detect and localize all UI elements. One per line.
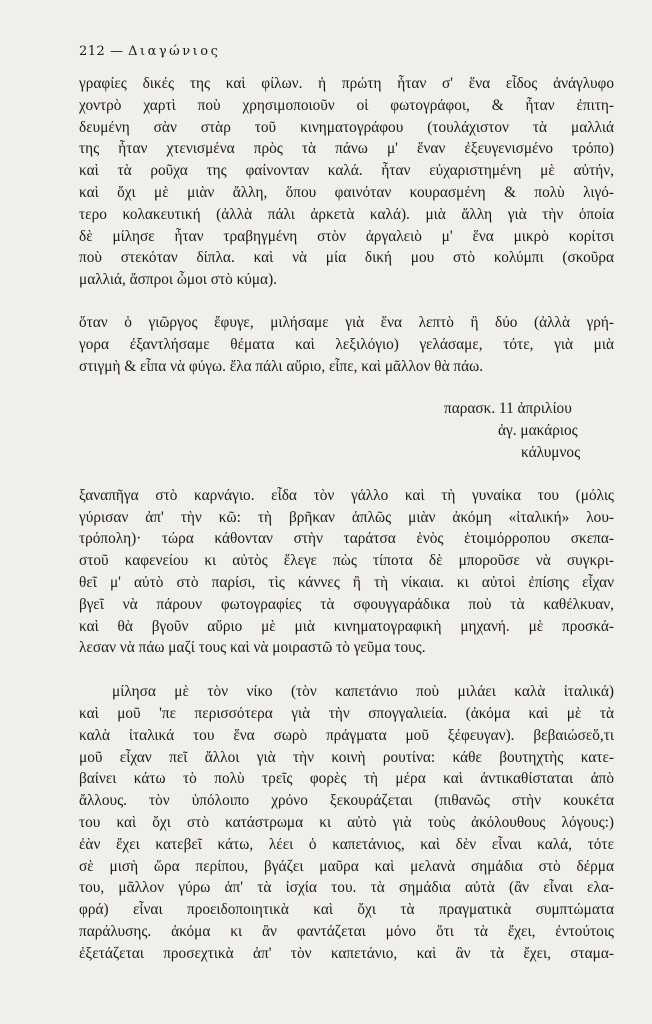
text-line: καὶ μοῦ 'πε περισσότερα γιὰ τὴν σπογγαλιεία. (ἀκόμα καὶ μὲ τὰ xyxy=(79,704,614,722)
text-line: μαλλιά, ἄσπροι ὦμοι στὸ κύμα). xyxy=(79,271,277,289)
signature-place: κάλυμνος xyxy=(521,443,581,461)
signature-saint: ἁγ. μακάριος xyxy=(498,422,578,440)
text-line: θεῖ μ' αὐτὸ στὸ παρίσι, τὶς κάννες ἢ τὴ νίκαια. κι αὐτοὶ ἐπίσης εἶχαν xyxy=(79,573,614,591)
text-line: δευμένη σὰν στὰρ τοῦ κινηματογράφου (τουλάχιστον τὰ μαλλιά xyxy=(79,118,614,136)
running-head xyxy=(79,44,220,59)
text-line: ἐὰν ἔχει κατεβεῖ κάτω, λέει ὁ καπετάνιος, καὶ δὲν εἶναι καλά, τότε xyxy=(79,835,614,853)
paragraph-spacer xyxy=(79,464,614,485)
text-line: καλὰ ἰταλικά του ἕνα σωρὸ πράγματα μοῦ ξέφευγαν). βεβαιώσεὅ,τι xyxy=(79,726,614,744)
text-line: στιγμὴ & εἶπα νὰ φύγω. ἔλα πάλι αὔριο, εἶπε, καὶ μᾶλλον θὰ πάω. xyxy=(79,357,484,375)
text-line: στοῦ καφενείου κι αὐτὸς ἔλεγε πὼς τίποτα δὲ μποροῦσε νὰ συγκρι- xyxy=(79,552,614,570)
paragraph-spacer xyxy=(79,659,614,681)
paragraph-spacer xyxy=(79,291,614,312)
text-line: ὅταν ὁ γιῶργος ἔφυγε, μιλήσαμε γιὰ ἕνα λεπτὸ ἢ δύο (ἀλλὰ γρή- xyxy=(79,313,614,331)
text-line: γραφίες δικές της καὶ φίλων. ἡ πρώτη ἦταν σ' ἕνα εἶδος ἀνάγλυφο xyxy=(79,75,614,92)
text-line: της ἦταν χτενισμένα πρὸς τὰ πάνω μ' ἕναν ἐξευγενισμένο τρόπο) xyxy=(79,140,614,158)
text-line: μοῦ εἶχαν πεῖ ἄλλοι γιὰ τὴν κοινὴ ρουτίνα: κάθε βουτηχτὴς κατε- xyxy=(79,748,614,766)
paragraph-1 xyxy=(79,73,614,291)
text-line: βαίνει κάτω τὸ πολὺ τρεῖς φορὲς τὴ μέρα καὶ ἀντικαθίσταται ἀπὸ xyxy=(79,770,614,788)
text-line: τερο κολακευτική (ἀλλὰ πάλι ἀρκετὰ καλά). μιὰ ἄλλη γιὰ τὴν ὁποία xyxy=(79,205,614,223)
text-line: βγεῖ νὰ πάρουν φωτογραφίες τὰ σφουγγαράδικα ποὺ τὰ καθέλκυαν, xyxy=(79,595,614,613)
date-place-signature xyxy=(79,398,614,463)
paragraph-2 xyxy=(79,312,614,377)
text-line: γορα ἐξαντλήσαμε θέματα καὶ λεξιλόγιο) γελάσαμε, τότε, γιὰ μιὰ xyxy=(79,335,614,353)
paragraph-3 xyxy=(79,485,614,659)
text-line: σὲ μισὴ ὥρα περίπου, βγάζει μαῦρα καὶ μελανὰ σημάδια στὸ δέρμα xyxy=(79,857,614,875)
text-line: ποὺ στεκόταν δίπλα. καὶ νὰ μία δική μου στὸ κολύμπι (σκοῦρα xyxy=(79,249,614,267)
body-text xyxy=(79,73,614,964)
text-line: τρόπολη)· τώρα κάθονταν στὴν ταράτσα ἑνὸς ἑτοιμόρροπου σκεπα- xyxy=(79,530,614,548)
text-line: καὶ θὰ βγοῦν αὔριο μὲ μιὰ κινηματογραφικὴ μηχανή. μὲ προσκά- xyxy=(79,617,614,635)
text-line: γύρισαν ἀπ' τὴν κῶ: τὴ βρῆκαν ἁπλῶς μιὰν ἀκόμη «ἰταλική» λου- xyxy=(79,508,614,526)
header-dash: — xyxy=(109,44,124,59)
text-line: δὲ μίλησε ἦταν τραβηγμένη στὸν ἀργαλειὸ μ' ἕνα μικρὸ κορίτσι xyxy=(79,227,614,245)
text-line: μίλησα μὲ τὸν νίκο (τὸν καπετάνιο ποὺ μιλάει καλὰ ἰταλικά) xyxy=(112,683,614,701)
text-line: ἄλλους. τὸν ὑπόλοιπο χρόνο ξεκουράζεται (πιθανῶς στὴν κουκέτα xyxy=(79,792,614,810)
signature-date: παρασκ. 11 ἀπριλίου xyxy=(444,400,572,418)
book-title: Διαγώνιος xyxy=(128,44,221,59)
paragraph-4 xyxy=(79,681,614,964)
paragraph-spacer xyxy=(79,377,614,398)
text-line: του καὶ ὄχι στὸ κατάστρωμα κι αὐτὸ γιὰ τοὺς ἀκόλουθους λόγους:) xyxy=(79,813,614,831)
text-line: ἐξετάζεται προσεχτικὰ ἀπ' τὸν καπετάνιο, καὶ ἂν τὰ ἔχει, σταμα- xyxy=(79,944,614,962)
text-line: φρά) εἶναι προειδοποιητικὰ καὶ ὄχι τὰ πραγματικὰ συμπτώματα xyxy=(79,901,614,919)
text-line: καὶ τὰ ροῦχα της φαίνονταν καλά. ἦταν εὐχαριστημένη μὲ αὐτήν, xyxy=(79,162,614,180)
text-line: χοντρὸ χαρτὶ ποὺ χρησιμοποιοῦν οἱ φωτογράφοι, & ἦταν ἐπιτη- xyxy=(79,96,614,114)
text-line: καὶ ὄχι μὲ μιὰν ἄλλη, ὅπου φαινόταν κουρασμένη & πολὺ λιγό- xyxy=(79,183,614,201)
text-line: ξαναπῆγα στὸ καρνάγιο. εἶδα τὸν γάλλο καὶ τὴ γυναίκα του (μόλις xyxy=(79,486,614,504)
text-line: λεσαν νὰ πάω μαζί τους καὶ νὰ μοιραστῶ τὸ γεῦμα τους. xyxy=(79,639,426,657)
page-number: 212 xyxy=(79,44,106,59)
text-line: του, μᾶλλον γύρω ἀπ' τὰ ἰσχία του. τὰ σημάδια αὐτὰ (ἂν εἶναι ελα- xyxy=(79,879,614,897)
text-line: παράλυσης. ἀκόμα κι ἂν φαντάζεται μόνο ὅτι τὰ ἔχει, ἐντούτοις xyxy=(79,922,614,940)
